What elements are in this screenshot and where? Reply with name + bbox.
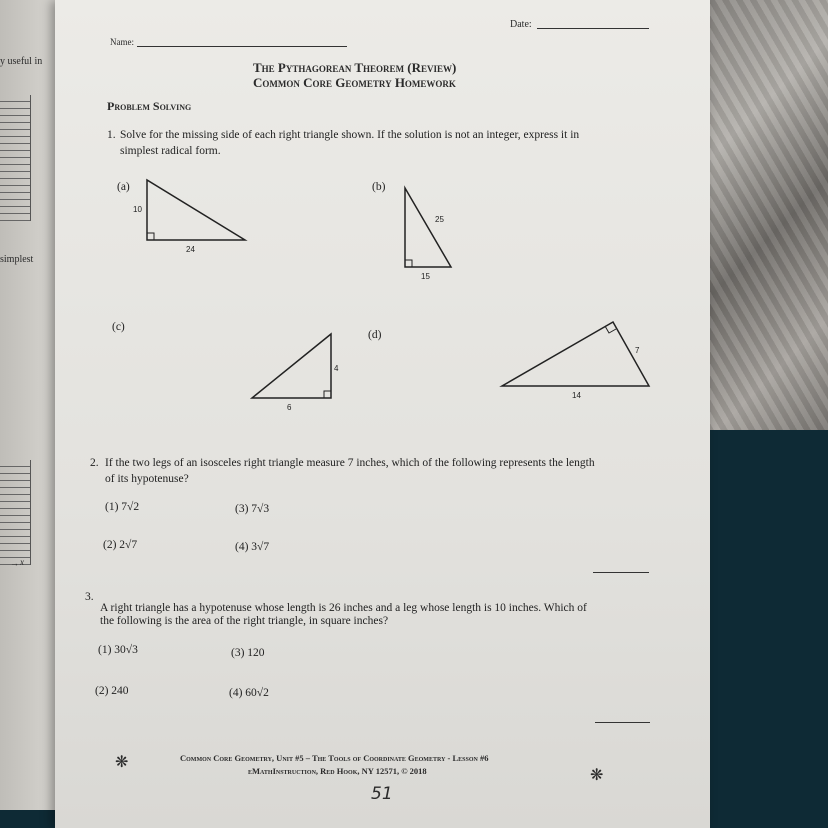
blanket-texture [700, 0, 828, 430]
q3-text-line-2: the following is the area of the right triangle, in square inches? [100, 615, 389, 627]
q2-answer-line [593, 572, 649, 573]
triangle-c-side-1: 4 [334, 364, 339, 373]
q3-choice-2: (2) 240 [95, 685, 129, 697]
handwritten-page-number: 51 [371, 784, 393, 804]
triangle-b-side-2: 15 [421, 272, 430, 281]
q3-choice-4: (4) 60√2 [229, 687, 269, 699]
triangle-b-side-1: 25 [435, 215, 444, 224]
title-line-1: The Pythagorean Theorem (Review) [253, 60, 457, 75]
left-grid-fragment-2 [0, 460, 31, 565]
q2-text-line-1: If the two legs of an isosceles right triangle measure 7 inches, which of the following represents the length [105, 457, 595, 469]
q2-choice-4: (4) 3√7 [235, 541, 270, 553]
q3-text-line-1: A right triangle has a hypotenuse whose length is 26 inches and a leg whose length is 10 inches. Which of [100, 602, 587, 614]
triangle-c [252, 334, 339, 412]
q3-answer-line [595, 722, 650, 723]
q2-choice-3: (3) 7√3 [235, 503, 270, 515]
q1b-label: (b) [372, 181, 386, 193]
q3-choice-1: (1) 30√3 [98, 644, 138, 656]
q2-text-line-2: of its hypotenuse? [105, 473, 189, 485]
triangle-a-side-1: 10 [133, 205, 142, 214]
q1-number: 1. [107, 129, 116, 141]
triangle-diagrams [55, 0, 710, 828]
triangle-d-side-1: 7 [635, 346, 640, 355]
section-heading: Problem Solving [107, 99, 192, 113]
footer-logo-icon: ❋ [115, 754, 129, 771]
q3-choice-3: (3) 120 [231, 647, 265, 659]
triangle-d-side-2: 14 [572, 391, 581, 400]
q3-number: 3. [85, 591, 94, 603]
worksheet-page [55, 0, 710, 828]
triangle-a [133, 180, 245, 254]
footer-logo-icon-right: ❋ [590, 767, 604, 784]
name-label: Name: [110, 37, 134, 47]
q1-text-line-1: Solve for the missing side of each right triangle shown. If the solution is not an integer, express it in [120, 129, 580, 141]
triangle-c-side-2: 6 [287, 403, 292, 412]
q1c-label: (c) [112, 321, 125, 333]
left-page-fragment-1: y useful in [0, 56, 43, 67]
q1-text-line-2: simplest radical form. [120, 145, 221, 157]
footer-line-2: eMathInstruction, Red Hook, NY 12571, © 2018 [248, 766, 427, 776]
triangle-d [502, 322, 649, 400]
axis-label: x [20, 557, 24, 567]
axis-arrow-icon: → [10, 558, 19, 568]
q1a-label: (a) [117, 181, 130, 193]
q1d-label: (d) [368, 329, 382, 341]
left-grid-fragment [0, 95, 31, 221]
title-line-2: Common Core Geometry Homework [253, 75, 456, 90]
triangle-b [405, 188, 451, 281]
q2-choice-1: (1) 7√2 [105, 501, 140, 513]
q2-number: 2. [90, 457, 99, 469]
left-page-fragment-2: simplest [0, 254, 34, 265]
date-label: Date: [510, 19, 532, 30]
q2-choice-2: (2) 2√7 [103, 539, 138, 551]
footer-line-1: Common Core Geometry, Unit #5 – The Tools of Coordinate Geometry - Lesson #6 [180, 753, 489, 763]
triangle-a-side-2: 24 [186, 245, 195, 254]
